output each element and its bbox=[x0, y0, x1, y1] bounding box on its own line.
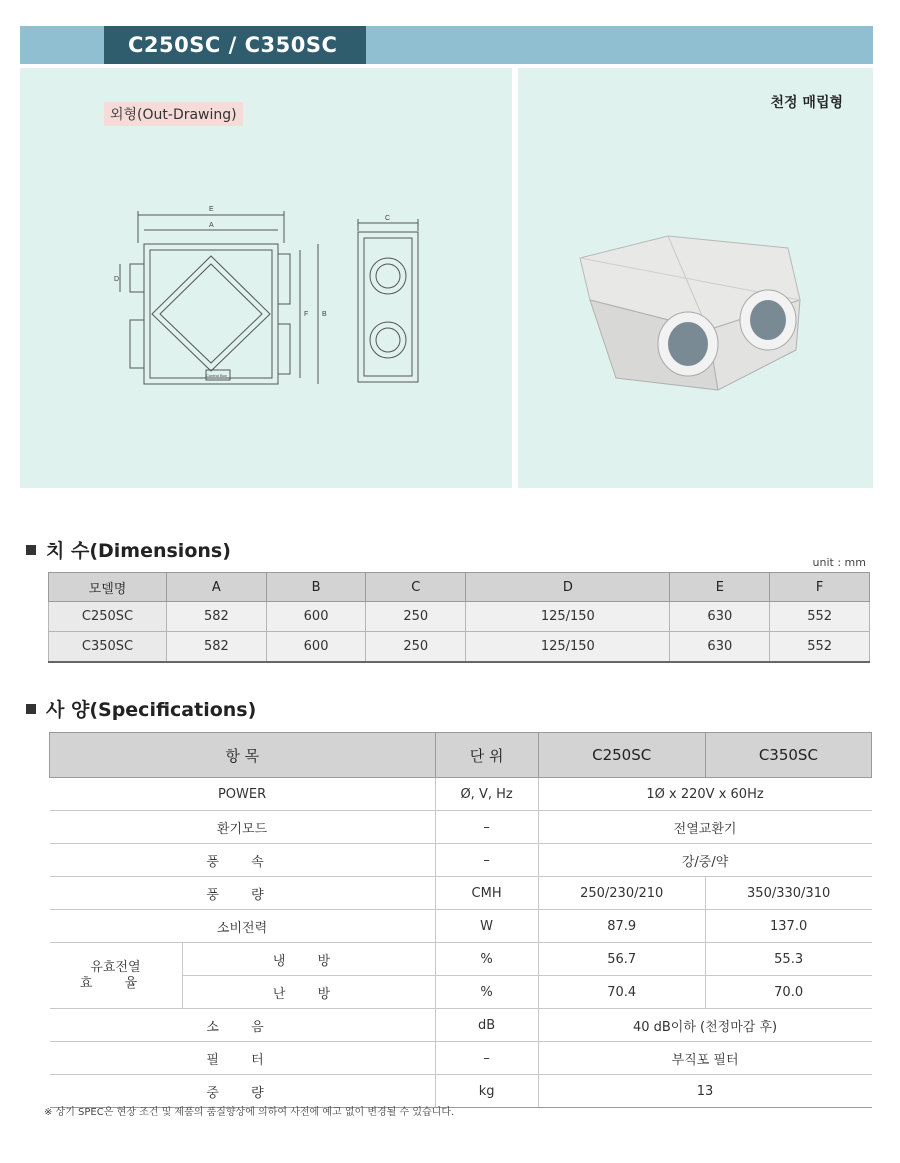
dim-cell: C350SC bbox=[49, 632, 167, 663]
dim-header: E bbox=[670, 573, 770, 602]
spec-header-model1: C250SC bbox=[538, 733, 705, 778]
spec-value-model2: 55.3 bbox=[705, 943, 871, 976]
spec-unit: dB bbox=[435, 1009, 538, 1042]
spec-label: 필 터 bbox=[50, 1042, 436, 1075]
bullet-square-icon bbox=[26, 545, 36, 555]
dim-header: F bbox=[770, 573, 870, 602]
dim-cell: 250 bbox=[366, 602, 466, 632]
dim-label-e: E bbox=[209, 206, 214, 213]
spec-value-model1: 56.7 bbox=[538, 943, 705, 976]
out-drawing-diagram bbox=[20, 68, 512, 488]
control-box-label: Control Box bbox=[206, 373, 227, 378]
photo-panel bbox=[518, 68, 873, 488]
spec-value-model2: 350/330/310 bbox=[705, 877, 871, 910]
unit-note: unit : mm bbox=[812, 556, 866, 569]
dim-label-d: D bbox=[114, 276, 120, 283]
dim-cell: 582 bbox=[167, 602, 267, 632]
spec-unit: Ø, V, Hz bbox=[435, 778, 538, 811]
spec-unit: kg bbox=[435, 1075, 538, 1108]
spec-value-model2: 137.0 bbox=[705, 910, 871, 943]
dim-cell: 582 bbox=[167, 632, 267, 663]
footnote: ※ 상기 SPEC은 현장 조건 및 제품의 품질향상에 의하여 사전에 예고 없이 변경될 수 있습니다. bbox=[44, 1107, 455, 1118]
table-row bbox=[50, 1042, 872, 1075]
spec-value: 13 bbox=[538, 1075, 871, 1108]
dim-header: D bbox=[466, 573, 670, 602]
dim-cell: 630 bbox=[670, 632, 770, 663]
specifications-title-text: 사 양(Specifications) bbox=[46, 699, 257, 721]
page-title: C250SC / C350SC bbox=[104, 26, 366, 64]
spec-header-item: 항 목 bbox=[50, 733, 436, 778]
spec-unit: CMH bbox=[435, 877, 538, 910]
spec-value-model1: 250/230/210 bbox=[538, 877, 705, 910]
dimensions-table bbox=[48, 572, 870, 663]
spec-label: 소비전력 bbox=[50, 910, 436, 943]
spec-value: 40 dB이하 (천정마감 후) bbox=[538, 1009, 871, 1042]
spec-unit: % bbox=[435, 943, 538, 976]
specifications-table bbox=[49, 732, 872, 1108]
spec-label: 풍 량 bbox=[50, 877, 436, 910]
bullet-square-icon bbox=[26, 704, 36, 714]
efficiency-label bbox=[50, 943, 183, 1009]
spec-value: 강/중/약 bbox=[538, 844, 871, 877]
dim-cell: 600 bbox=[266, 602, 366, 632]
table-row bbox=[50, 811, 872, 844]
spec-unit: – bbox=[435, 844, 538, 877]
spec-unit: % bbox=[435, 976, 538, 1009]
out-drawing-label: 외형(Out-Drawing) bbox=[104, 102, 243, 126]
spec-unit: – bbox=[435, 811, 538, 844]
dim-header: 모델명 bbox=[49, 573, 167, 602]
table-row bbox=[50, 778, 872, 811]
spec-header-model2: C350SC bbox=[705, 733, 871, 778]
table-row bbox=[50, 844, 872, 877]
table-row bbox=[49, 632, 870, 663]
spec-label: 중 량 bbox=[50, 1075, 436, 1108]
spec-label: 환기모드 bbox=[50, 811, 436, 844]
spec-label: POWER bbox=[50, 778, 436, 811]
dim-cell: 125/150 bbox=[466, 632, 670, 663]
spec-label: 난 방 bbox=[182, 976, 435, 1009]
spec-value: 1Ø x 220V x 60Hz bbox=[538, 778, 871, 811]
spec-label: 풍 속 bbox=[50, 844, 436, 877]
spec-header-unit: 단 위 bbox=[435, 733, 538, 778]
dim-header: B bbox=[266, 573, 366, 602]
dim-label-a: A bbox=[209, 222, 214, 229]
dim-cell: 125/150 bbox=[466, 602, 670, 632]
dim-label-c: C bbox=[385, 215, 391, 222]
spec-value-model1: 70.4 bbox=[538, 976, 705, 1009]
spec-value: 부직포 필터 bbox=[538, 1042, 871, 1075]
spec-unit: – bbox=[435, 1042, 538, 1075]
dim-cell: C250SC bbox=[49, 602, 167, 632]
dim-label-f: F bbox=[304, 311, 309, 318]
spec-header-row bbox=[50, 733, 872, 778]
installation-type-label: 천정 매립형 bbox=[770, 95, 843, 111]
product-photo bbox=[518, 68, 873, 488]
dimensions-title-text: 치 수(Dimensions) bbox=[46, 540, 231, 562]
spec-label: 냉 방 bbox=[182, 943, 435, 976]
dim-header: C bbox=[366, 573, 466, 602]
spec-value: 전열교환기 bbox=[538, 811, 871, 844]
dim-cell: 600 bbox=[266, 632, 366, 663]
spec-label: 소 음 bbox=[50, 1009, 436, 1042]
dimensions-title bbox=[26, 536, 231, 563]
dim-cell: 552 bbox=[770, 602, 870, 632]
dim-cell: 630 bbox=[670, 602, 770, 632]
table-row bbox=[50, 1009, 872, 1042]
dim-cell: 250 bbox=[366, 632, 466, 663]
dim-label-b: B bbox=[322, 311, 327, 318]
dimensions-header-row bbox=[49, 573, 870, 602]
efficiency-label-line1: 유효전열 bbox=[90, 959, 141, 975]
table-row bbox=[50, 943, 872, 976]
spec-value-model2: 70.0 bbox=[705, 976, 871, 1009]
table-row bbox=[49, 602, 870, 632]
spec-unit: W bbox=[435, 910, 538, 943]
spec-value-model1: 87.9 bbox=[538, 910, 705, 943]
table-row bbox=[50, 877, 872, 910]
table-row bbox=[50, 910, 872, 943]
dim-cell: 552 bbox=[770, 632, 870, 663]
efficiency-label-line2: 효 율 bbox=[79, 975, 152, 991]
dim-header: A bbox=[167, 573, 267, 602]
specifications-title bbox=[26, 695, 256, 722]
drawing-panel bbox=[20, 68, 512, 488]
